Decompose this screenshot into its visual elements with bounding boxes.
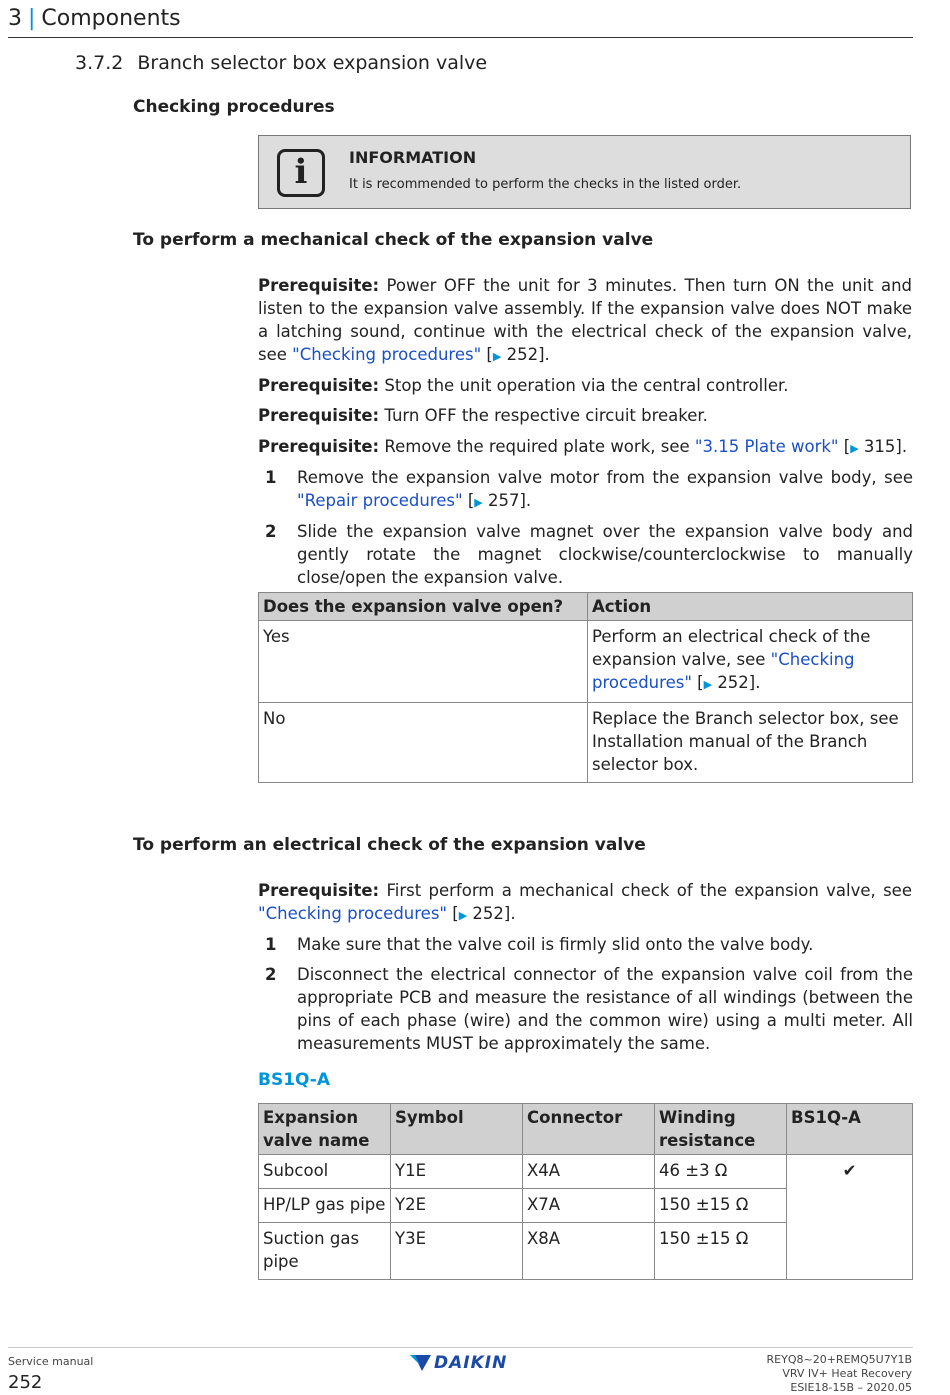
table-header: Action <box>588 593 913 621</box>
daikin-logo-icon <box>410 1354 432 1372</box>
mech-prereq-4: Prerequisite: Remove the required plate work, see "3.15 Plate work" [▶ 315]. <box>258 437 908 456</box>
footer-divider <box>8 1347 913 1348</box>
section-title: Branch selector box expansion valve <box>137 52 488 74</box>
model-title: BS1Q-A <box>258 1070 331 1090</box>
mech-prereq-1: Prerequisite: Power OFF the unit for 3 minutes. Then turn ON the unit and listen to the expansion valve assembly. If the expansion valve does NOT make a latching sound, continue with the electrical check of the expansion valve, see "Checking procedures" [▶ 252]. <box>258 276 912 364</box>
checking-procedures-heading: Checking procedures <box>133 97 335 117</box>
info-title: INFORMATION <box>349 148 477 167</box>
page-number: 252 <box>8 1372 43 1393</box>
info-icon: i <box>277 149 325 197</box>
table-header: Does the expansion valve open? <box>259 593 588 621</box>
table-row: HP/LP gas pipe Y2E X7A 150 ±15 Ω <box>259 1189 913 1223</box>
page-ref-icon: ▶ <box>474 496 483 509</box>
mech-step-1: 1 Remove the expansion valve motor from the expansion valve body, see "Repair procedures" [▶ 257]. <box>265 468 913 510</box>
table-row: No Replace the Branch selector box, see Installation manual of the Branch selector box. <box>259 703 913 783</box>
mech-prereq-2: Prerequisite: Stop the unit operation via the central controller. <box>258 376 789 395</box>
plate-work-link[interactable]: "3.15 Plate work" <box>694 437 839 456</box>
table-row: Yes Perform an electrical check of the expansion valve, see "Checking procedures" [▶ 252]. <box>259 621 913 703</box>
resistance-table <box>258 1103 913 1280</box>
table-header: BS1Q-A <box>787 1104 913 1155</box>
mech-prereq-3: Prerequisite: Turn OFF the respective circuit breaker. <box>258 406 708 425</box>
check-mark-icon: ✔ <box>787 1155 913 1280</box>
valve-action-table <box>258 592 913 783</box>
electrical-check-heading: To perform an electrical check of the expansion valve <box>133 835 646 855</box>
elec-step-1: 1 Make sure that the valve coil is firmly slid onto the valve body. <box>265 935 814 954</box>
page-ref-icon: ▶ <box>458 909 468 922</box>
chapter-number: 3 <box>8 6 22 31</box>
page-ref-icon: ▶ <box>703 678 713 691</box>
table-row: Suction gas pipe Y3E X8A 150 ±15 Ω <box>259 1223 913 1280</box>
table-row: Subcool Y1E X4A 46 ±3 Ω ✔ <box>259 1155 913 1189</box>
table-header: Winding resistance <box>655 1104 787 1155</box>
section-heading <box>75 52 487 74</box>
section-number: 3.7.2 <box>75 52 124 74</box>
header-divider <box>8 37 913 38</box>
information-box <box>258 135 911 209</box>
mechanical-check-heading: To perform a mechanical check of the expansion valve <box>133 230 654 250</box>
footer-model-info: REYQ8~20+REMQ5U7Y1B VRV IV+ Heat Recovery ESIE18-15B – 2020.05 <box>766 1353 912 1394</box>
checking-procedures-link[interactable]: "Checking procedures" <box>592 650 855 692</box>
checking-procedures-link[interactable]: "Checking procedures" <box>292 345 482 364</box>
page-ref-icon: ▶ <box>850 442 859 455</box>
elec-step-2: 2 Disconnect the electrical connector of the expansion valve coil from the appropriate PCB and measure the resistance of all windings (between the pins of each phase (wire) and the common wire) using a multi meter. All measurements MUST be approximately the same. <box>265 965 913 1053</box>
elec-prereq-1: Prerequisite: First perform a mechanical check of the expansion valve, see "Checking procedures" [▶ 252]. <box>258 881 912 923</box>
table-header: Connector <box>523 1104 655 1155</box>
mech-step-2: 2 Slide the expansion valve magnet over the expansion valve body and gently rotate the magnet clockwise/counterclockwise to manually close/open the expansion valve. <box>265 522 913 587</box>
page-header: 3 | Components <box>8 6 181 31</box>
chapter-title: Components <box>41 6 181 31</box>
repair-procedures-link[interactable]: "Repair procedures" <box>297 491 463 510</box>
checking-procedures-link[interactable]: "Checking procedures" <box>258 904 448 923</box>
footer-doc-type: Service manual <box>8 1355 94 1368</box>
table-header: Expansion valve name <box>259 1104 391 1155</box>
info-text: It is recommended to perform the checks in the listed order. <box>349 177 742 192</box>
page-ref-icon: ▶ <box>492 350 502 363</box>
daikin-logo: DAIKIN <box>410 1353 507 1373</box>
table-header: Symbol <box>391 1104 523 1155</box>
